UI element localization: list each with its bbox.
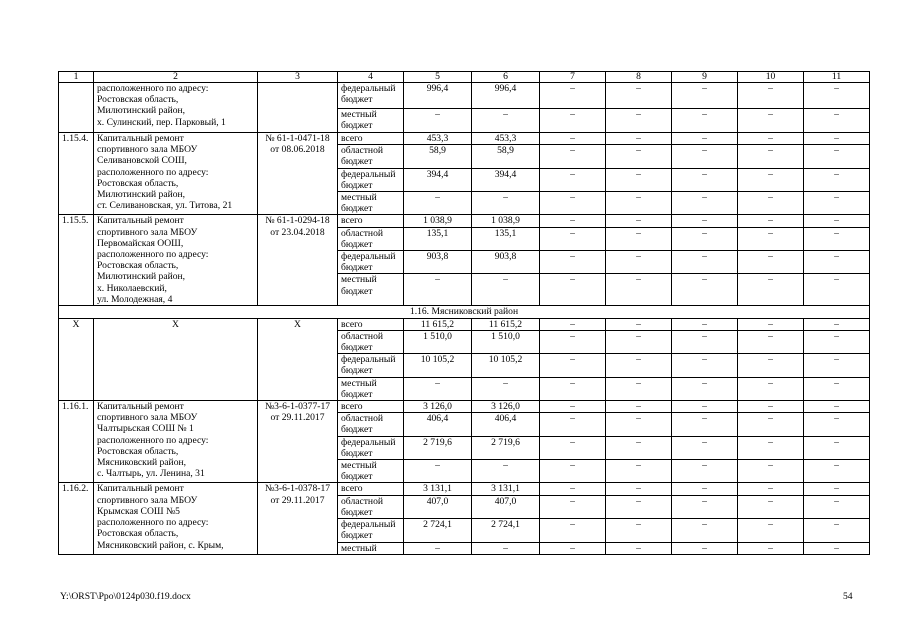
value-col7: – [540,401,606,413]
value-col8: – [606,145,672,168]
budget-label [338,227,404,250]
budget-label-line: бюджет [341,506,373,518]
description-line: Мясниковский район, с. Крым, [97,539,224,551]
value-col11: – [804,133,870,145]
value-col11: – [804,227,870,250]
value-col9: – [672,542,738,554]
value-col8: – [606,519,672,542]
budget-label [338,318,404,330]
value-col8: – [606,495,672,518]
document-number [258,483,338,554]
value-col8: – [606,354,672,377]
value-col10: – [738,436,804,459]
description-line: расположенного по адресу: [97,249,209,261]
value-col10: – [738,251,804,274]
header-cell-1: 1 [59,72,94,83]
budget-label [338,495,404,518]
budget-label-line: бюджет [341,285,373,297]
value-col7: – [540,483,606,495]
value-col6: 406,4 [472,413,540,436]
value-col11: – [804,401,870,413]
value-col5: – [404,192,472,215]
x-cell: Х [94,318,258,400]
value-col6: – [472,192,540,215]
header-cell-7: 7 [540,72,606,83]
value-col5: 406,4 [404,413,472,436]
value-col9: – [672,483,738,495]
value-col9: – [672,436,738,459]
budget-label-line: местный [341,274,377,286]
value-col7: – [540,436,606,459]
value-col6: 1 510,0 [472,330,540,353]
value-col10: – [738,542,804,554]
budget-label-line: всего [341,483,363,495]
value-col10: – [738,377,804,400]
document-line: № 61-1-0471-18 [265,133,330,144]
value-col7: – [540,83,606,109]
description-line: Чалтырьская СОШ № 1 [97,423,194,435]
value-col11: – [804,192,870,215]
budget-label [338,83,404,109]
budget-label [338,436,404,459]
value-col9: – [672,330,738,353]
description-line: ул. Молодежная, 4 [97,293,173,305]
value-col7: – [540,168,606,191]
value-col6: 394,4 [472,168,540,191]
budget-table [58,71,870,555]
budget-label-line: областной [341,227,384,239]
description-line: Мясниковский район, [97,457,187,469]
budget-label-line: всего [341,401,363,413]
value-col7: – [540,318,606,330]
budget-label-line: областной [341,330,384,342]
value-col7: – [540,330,606,353]
value-col7: – [540,460,606,483]
description-line: с. Чалтырь, ул. Ленина, 31 [97,468,205,480]
description-line: х. Сулинский, пер. Парковый, 1 [97,116,226,128]
value-col11: – [804,519,870,542]
header-cell-5: 5 [404,72,472,83]
value-col10: – [738,274,804,306]
value-col6: 11 615,2 [472,318,540,330]
value-col6: 3 131,1 [472,483,540,495]
budget-label-line: бюджет [341,530,373,542]
value-col5: 996,4 [404,83,472,109]
value-col11: – [804,318,870,330]
value-col8: – [606,109,672,133]
description-line: спортивного зала МБОУ [97,494,198,506]
header-row [59,72,870,83]
value-col7: – [540,145,606,168]
value-col9: – [672,519,738,542]
value-col10: – [738,83,804,109]
description-line: спортивного зала МБОУ [97,144,198,156]
description-line: спортивного зала МБОУ [97,226,198,238]
value-col8: – [606,83,672,109]
budget-label-line: федеральный [341,83,396,94]
value-col5: 903,8 [404,251,472,274]
value-col8: – [606,133,672,145]
budget-label-line: бюджет [341,471,373,483]
description-line: расположенного по адресу: [97,434,209,446]
value-col11: – [804,274,870,306]
description-line: Ростовская область, [97,260,179,272]
value-col6: 903,8 [472,251,540,274]
value-col10: – [738,401,804,413]
header-cell-6: 6 [472,72,540,83]
budget-label-line: бюджет [341,238,373,250]
value-col8: – [606,377,672,400]
value-col11: – [804,377,870,400]
budget-label-line: местный [341,192,377,204]
budget-label-line: бюджет [341,203,373,215]
value-col9: – [672,145,738,168]
value-col8: – [606,413,672,436]
budget-label-line: местный [341,377,377,389]
footer-page-number: 54 [843,591,853,602]
item-number: 1.16.2. [59,483,94,554]
description-line: ст. Селивановская, ул. Титова, 21 [97,200,233,212]
budget-label [338,168,404,191]
header-cell-9: 9 [672,72,738,83]
value-col11: – [804,354,870,377]
value-col5: – [404,109,472,133]
footer-file-path: Y:\ORST\Ppo\0124p030.f19.docx [60,591,191,602]
table-row [59,215,870,227]
description-line: расположенного по адресу: [97,517,209,529]
value-col9: – [672,227,738,250]
value-col11: – [804,413,870,436]
document-line: №3-6-1-0378-17 [264,483,331,495]
value-col7: – [540,109,606,133]
value-col9: – [672,109,738,133]
value-col11: – [804,168,870,191]
value-col11: – [804,145,870,168]
budget-label-line: областной [341,145,384,157]
value-col7: – [540,519,606,542]
description-line: Милютинский район, [97,105,186,117]
value-col11: – [804,215,870,227]
value-col10: – [738,227,804,250]
value-col11: – [804,251,870,274]
value-col5: 135,1 [404,227,472,250]
budget-label-line: бюджет [341,120,373,132]
value-col5: 3 126,0 [404,401,472,413]
budget-label [338,251,404,274]
value-col6: – [472,460,540,483]
description-line: Милютинский район, [97,271,186,283]
document-number [258,215,338,306]
description-line: расположенного по адресу: [97,83,209,94]
description-line: х. Николаевский, [97,282,167,294]
value-col7: – [540,251,606,274]
budget-label-line: бюджет [341,342,373,354]
value-col8: – [606,168,672,191]
value-col8: – [606,318,672,330]
value-col6: 135,1 [472,227,540,250]
budget-label [338,354,404,377]
item-number [59,83,94,133]
value-col6: – [472,109,540,133]
value-col10: – [738,495,804,518]
value-col8: – [606,192,672,215]
value-col5: 394,4 [404,168,472,191]
budget-label-line: местный [341,460,377,472]
value-col9: – [672,413,738,436]
budget-label [338,145,404,168]
item-description [94,83,258,133]
table-row [59,83,870,109]
budget-label-line: бюджет [341,424,373,436]
value-col5: 407,0 [404,495,472,518]
description-line: Ростовская область, [97,528,179,540]
budget-label-line: федеральный [341,519,396,531]
description-line: Милютинский район, [97,189,186,201]
value-col6: 1 038,9 [472,215,540,227]
section-row [59,306,870,318]
item-description [94,401,258,483]
value-col11: – [804,330,870,353]
item-number: 1.15.4. [59,133,94,215]
value-col9: – [672,377,738,400]
value-col9: – [672,495,738,518]
value-col8: – [606,227,672,250]
value-col6: 996,4 [472,83,540,109]
value-col11: – [804,542,870,554]
value-col8: – [606,460,672,483]
value-col10: – [738,483,804,495]
document-number [258,83,338,133]
value-col9: – [672,318,738,330]
value-col7: – [540,215,606,227]
value-col5: 2 724,1 [404,519,472,542]
document-number [258,401,338,483]
value-col9: – [672,133,738,145]
table-row [59,133,870,145]
header-cell-8: 8 [606,72,672,83]
value-col10: – [738,133,804,145]
value-col10: – [738,330,804,353]
value-col9: – [672,192,738,215]
value-col10: – [738,460,804,483]
value-col5: 2 719,6 [404,436,472,459]
budget-label [338,330,404,353]
value-col7: – [540,495,606,518]
budget-label-line: федеральный [341,436,396,448]
document-line: от 29.11.2017 [270,412,325,424]
value-col7: – [540,413,606,436]
value-col7: – [540,192,606,215]
budget-label-line: областной [341,413,384,425]
description-line: Ростовская область, [97,177,179,189]
budget-label-line: областной [341,495,384,507]
description-line: Крымская СОШ №5 [97,505,180,517]
value-col8: – [606,483,672,495]
document-line: от 29.11.2017 [270,494,325,506]
description-line: Селивановской СОШ, [97,155,187,167]
document-line: №3-6-1-0377-17 [264,401,331,413]
budget-label-line: всего [341,133,363,144]
description-line: Капитальный ремонт [97,133,184,144]
budget-label-line: всего [341,318,363,330]
value-col5: – [404,542,472,554]
table-row [59,401,870,413]
value-col9: – [672,168,738,191]
value-col5: 3 131,1 [404,483,472,495]
value-col11: – [804,483,870,495]
value-col11: – [804,436,870,459]
table-row [59,318,870,330]
value-col8: – [606,330,672,353]
budget-label [338,483,404,495]
header-cell-3: 3 [258,72,338,83]
value-col10: – [738,318,804,330]
description-line: расположенного по адресу: [97,166,209,178]
value-col5: 1 038,9 [404,215,472,227]
x-cell: Х [258,318,338,400]
value-col5: – [404,460,472,483]
value-col6: – [472,542,540,554]
value-col11: – [804,495,870,518]
value-col6: 3 126,0 [472,401,540,413]
header-cell-4: 4 [338,72,404,83]
budget-label [338,413,404,436]
table-row [59,483,870,495]
budget-label-line: местный [341,542,377,554]
value-col6: 453,3 [472,133,540,145]
value-col7: – [540,227,606,250]
budget-label [338,377,404,400]
budget-label [338,460,404,483]
value-col5: 58,9 [404,145,472,168]
item-description [94,215,258,306]
header-cell-11: 11 [804,72,870,83]
value-col11: – [804,460,870,483]
budget-label [338,274,404,306]
value-col10: – [738,413,804,436]
value-col8: – [606,401,672,413]
value-col7: – [540,542,606,554]
value-col6: 407,0 [472,495,540,518]
value-col11: – [804,83,870,109]
item-number: 1.16.1. [59,401,94,483]
value-col9: – [672,274,738,306]
budget-label-line: бюджет [341,94,373,106]
description-line: Капитальный ремонт [97,401,184,413]
budget-label [338,215,404,227]
value-col10: – [738,215,804,227]
budget-label [338,192,404,215]
value-col9: – [672,83,738,109]
value-col5: 10 105,2 [404,354,472,377]
budget-label [338,133,404,145]
value-col8: – [606,274,672,306]
value-col5: 1 510,0 [404,330,472,353]
budget-label-line: федеральный [341,251,396,263]
value-col8: – [606,251,672,274]
value-col9: – [672,251,738,274]
value-col6: 2 724,1 [472,519,540,542]
budget-label [338,519,404,542]
document-line: от 23.04.2018 [270,226,325,238]
budget-label-line: федеральный [341,354,396,366]
x-cell: Х [59,318,94,400]
value-col6: 10 105,2 [472,354,540,377]
value-col8: – [606,542,672,554]
value-col7: – [540,133,606,145]
value-col5: 11 615,2 [404,318,472,330]
document-line: № 61-1-0294-18 [265,215,330,227]
description-line: спортивного зала МБОУ [97,412,198,424]
budget-label-line: бюджет [341,179,373,191]
section-title: 1.16. Мясниковский район [59,306,870,318]
value-col7: – [540,274,606,306]
value-col6: 58,9 [472,145,540,168]
budget-label-line: бюджет [341,365,373,377]
item-description [94,133,258,215]
budget-label-line: местный [341,109,377,120]
item-description [94,483,258,554]
value-col9: – [672,401,738,413]
value-col10: – [738,168,804,191]
value-col7: – [540,377,606,400]
value-col6: – [472,274,540,306]
document-line: от 08.06.2018 [270,144,325,156]
budget-label-line: бюджет [341,447,373,459]
value-col5: 453,3 [404,133,472,145]
value-col11: – [804,109,870,133]
value-col10: – [738,145,804,168]
description-line: Первомайская ООШ, [97,237,184,249]
budget-label-line: бюджет [341,262,373,274]
value-col9: – [672,215,738,227]
value-col8: – [606,436,672,459]
header-cell-10: 10 [738,72,804,83]
value-col8: – [606,215,672,227]
budget-label [338,542,404,554]
value-col6: – [472,377,540,400]
value-col5: – [404,377,472,400]
value-col10: – [738,519,804,542]
value-col9: – [672,354,738,377]
budget-label-line: бюджет [341,156,373,168]
item-number: 1.15.5. [59,215,94,306]
value-col10: – [738,109,804,133]
value-col10: – [738,354,804,377]
value-col7: – [540,354,606,377]
budget-label-line: федеральный [341,168,396,180]
description-line: Капитальный ремонт [97,215,184,227]
value-col10: – [738,192,804,215]
description-line: Ростовская область, [97,445,179,457]
budget-label-line: всего [341,215,363,227]
value-col5: – [404,274,472,306]
budget-label [338,109,404,133]
description-line: Ростовская область, [97,94,179,106]
value-col9: – [672,460,738,483]
budget-label [338,401,404,413]
description-line: Капитальный ремонт [97,483,184,495]
budget-label-line: бюджет [341,388,373,400]
header-cell-2: 2 [94,72,258,83]
document-number [258,133,338,215]
value-col6: 2 719,6 [472,436,540,459]
